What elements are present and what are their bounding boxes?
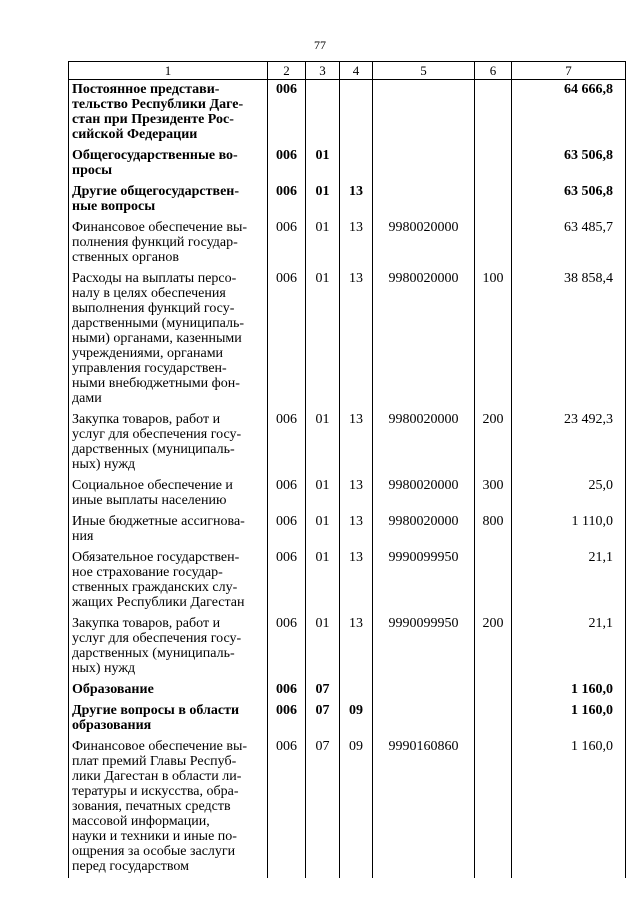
row-expense-type: [475, 737, 512, 878]
row-section: 01: [306, 476, 340, 512]
row-ministry-code: 006: [268, 512, 306, 548]
row-amount: 25,0: [512, 476, 626, 512]
row-name: Закупка товаров, работ и услуг для обеспечения госу- дарственных (муниципаль- ных) нужд: [69, 410, 268, 476]
row-section: 01: [306, 548, 340, 614]
row-expense-type: 800: [475, 512, 512, 548]
row-amount: 21,1: [512, 548, 626, 614]
row-amount: 1 160,0: [512, 701, 626, 737]
table-row: [69, 548, 626, 614]
page-number: 77: [314, 38, 326, 52]
header-col-7: 7: [512, 62, 626, 80]
row-name: Социальное обеспечение и иные выплаты населению: [69, 476, 268, 512]
row-target-article: 9980020000: [373, 476, 475, 512]
row-section: 01: [306, 512, 340, 548]
row-amount: 63 485,7: [512, 218, 626, 269]
row-section: 01: [306, 218, 340, 269]
row-name: Общегосударственные во- просы: [69, 146, 268, 182]
table-row: [69, 476, 626, 512]
row-expense-type: [475, 701, 512, 737]
row-target-article: 9980020000: [373, 410, 475, 476]
row-amount: 63 506,8: [512, 182, 626, 218]
row-section: 01: [306, 146, 340, 182]
row-section: 01: [306, 614, 340, 680]
row-expense-type: [475, 146, 512, 182]
row-ministry-code: 006: [268, 146, 306, 182]
row-amount: 21,1: [512, 614, 626, 680]
row-amount: 23 492,3: [512, 410, 626, 476]
row-section: 07: [306, 680, 340, 701]
table-row: [69, 269, 626, 410]
row-ministry-code: 006: [268, 269, 306, 410]
row-subsection: 13: [340, 476, 373, 512]
row-expense-type: [475, 680, 512, 701]
header-row: [69, 62, 626, 80]
row-expense-type: [475, 182, 512, 218]
row-target-article: 9990099950: [373, 614, 475, 680]
table-row: [69, 182, 626, 218]
header-col-5: 5: [373, 62, 475, 80]
table-row: [69, 680, 626, 701]
row-section: 01: [306, 269, 340, 410]
table-body: [69, 80, 626, 879]
table-row: [69, 146, 626, 182]
row-section: 07: [306, 737, 340, 878]
row-target-article: 9980020000: [373, 269, 475, 410]
row-target-article: [373, 146, 475, 182]
row-subsection: 13: [340, 512, 373, 548]
row-name: Иные бюджетные ассигнова- ния: [69, 512, 268, 548]
row-subsection: 13: [340, 614, 373, 680]
row-ministry-code: 006: [268, 218, 306, 269]
row-ministry-code: 006: [268, 701, 306, 737]
row-subsection: 13: [340, 548, 373, 614]
table-row: [69, 737, 626, 878]
table-row: [69, 512, 626, 548]
row-target-article: [373, 680, 475, 701]
table-row: [69, 80, 626, 147]
row-section: 01: [306, 182, 340, 218]
row-ministry-code: 006: [268, 680, 306, 701]
row-amount: 63 506,8: [512, 146, 626, 182]
row-expense-type: 200: [475, 614, 512, 680]
row-amount: 1 160,0: [512, 737, 626, 878]
row-amount: 64 666,8: [512, 80, 626, 147]
row-ministry-code: 006: [268, 737, 306, 878]
row-name: Закупка товаров, работ и услуг для обеспечения госу- дарственных (муниципаль- ных) нужд: [69, 614, 268, 680]
row-subsection: [340, 680, 373, 701]
row-name: Обязательное государствен- ное страхование государ- ственных гражданских слу- жащих Республики Дагестан: [69, 548, 268, 614]
row-ministry-code: 006: [268, 548, 306, 614]
table-row: [69, 614, 626, 680]
row-name: Постоянное представи- тельство Республики Даге- стан при Президенте Рос- сийской Федерации: [69, 80, 268, 147]
row-expense-type: [475, 80, 512, 147]
row-subsection: [340, 80, 373, 147]
row-ministry-code: 006: [268, 182, 306, 218]
header-col-3: 3: [306, 62, 340, 80]
row-subsection: 13: [340, 269, 373, 410]
row-section: [306, 80, 340, 147]
budget-table: [68, 61, 626, 878]
row-name: Другие вопросы в области образования: [69, 701, 268, 737]
row-target-article: 9980020000: [373, 512, 475, 548]
header-col-6: 6: [475, 62, 512, 80]
row-expense-type: [475, 548, 512, 614]
row-expense-type: 200: [475, 410, 512, 476]
row-name: Финансовое обеспечение вы- плат премий Главы Респуб- лики Дагестан в области ли- тературы и искусства, обра- зования, печатных средств массовой информации, науки и техники и иные по- ощрения за особые заслуги перед государством: [69, 737, 268, 878]
row-section: 07: [306, 701, 340, 737]
row-name: Расходы на выплаты персо- налу в целях обеспечения выполнения функций госу- дарственными (муниципаль- ными) органами, казенными учреждениями, органами управления государствен- ными внебюджетными фон- дами: [69, 269, 268, 410]
header-col-4: 4: [340, 62, 373, 80]
header-col-1: 1: [69, 62, 268, 80]
header-col-2: 2: [268, 62, 306, 80]
row-subsection: 09: [340, 737, 373, 878]
row-target-article: 9980020000: [373, 218, 475, 269]
row-amount: 38 858,4: [512, 269, 626, 410]
row-subsection: 13: [340, 182, 373, 218]
row-target-article: 9990099950: [373, 548, 475, 614]
row-subsection: 13: [340, 410, 373, 476]
row-name: Другие общегосударствен- ные вопросы: [69, 182, 268, 218]
row-section: 01: [306, 410, 340, 476]
row-ministry-code: 006: [268, 80, 306, 147]
row-expense-type: [475, 218, 512, 269]
row-subsection: 09: [340, 701, 373, 737]
row-ministry-code: 006: [268, 476, 306, 512]
table-row: [69, 701, 626, 737]
row-subsection: [340, 146, 373, 182]
row-target-article: [373, 701, 475, 737]
row-ministry-code: 006: [268, 410, 306, 476]
row-amount: 1 110,0: [512, 512, 626, 548]
row-name: Образование: [69, 680, 268, 701]
row-subsection: 13: [340, 218, 373, 269]
row-amount: 1 160,0: [512, 680, 626, 701]
row-target-article: [373, 80, 475, 147]
row-target-article: [373, 182, 475, 218]
table-row: [69, 410, 626, 476]
row-target-article: 9990160860: [373, 737, 475, 878]
row-expense-type: 100: [475, 269, 512, 410]
table-row: [69, 218, 626, 269]
row-expense-type: 300: [475, 476, 512, 512]
row-name: Финансовое обеспечение вы- полнения функций государ- ственных органов: [69, 218, 268, 269]
row-ministry-code: 006: [268, 614, 306, 680]
budget-table-container: [68, 61, 625, 878]
